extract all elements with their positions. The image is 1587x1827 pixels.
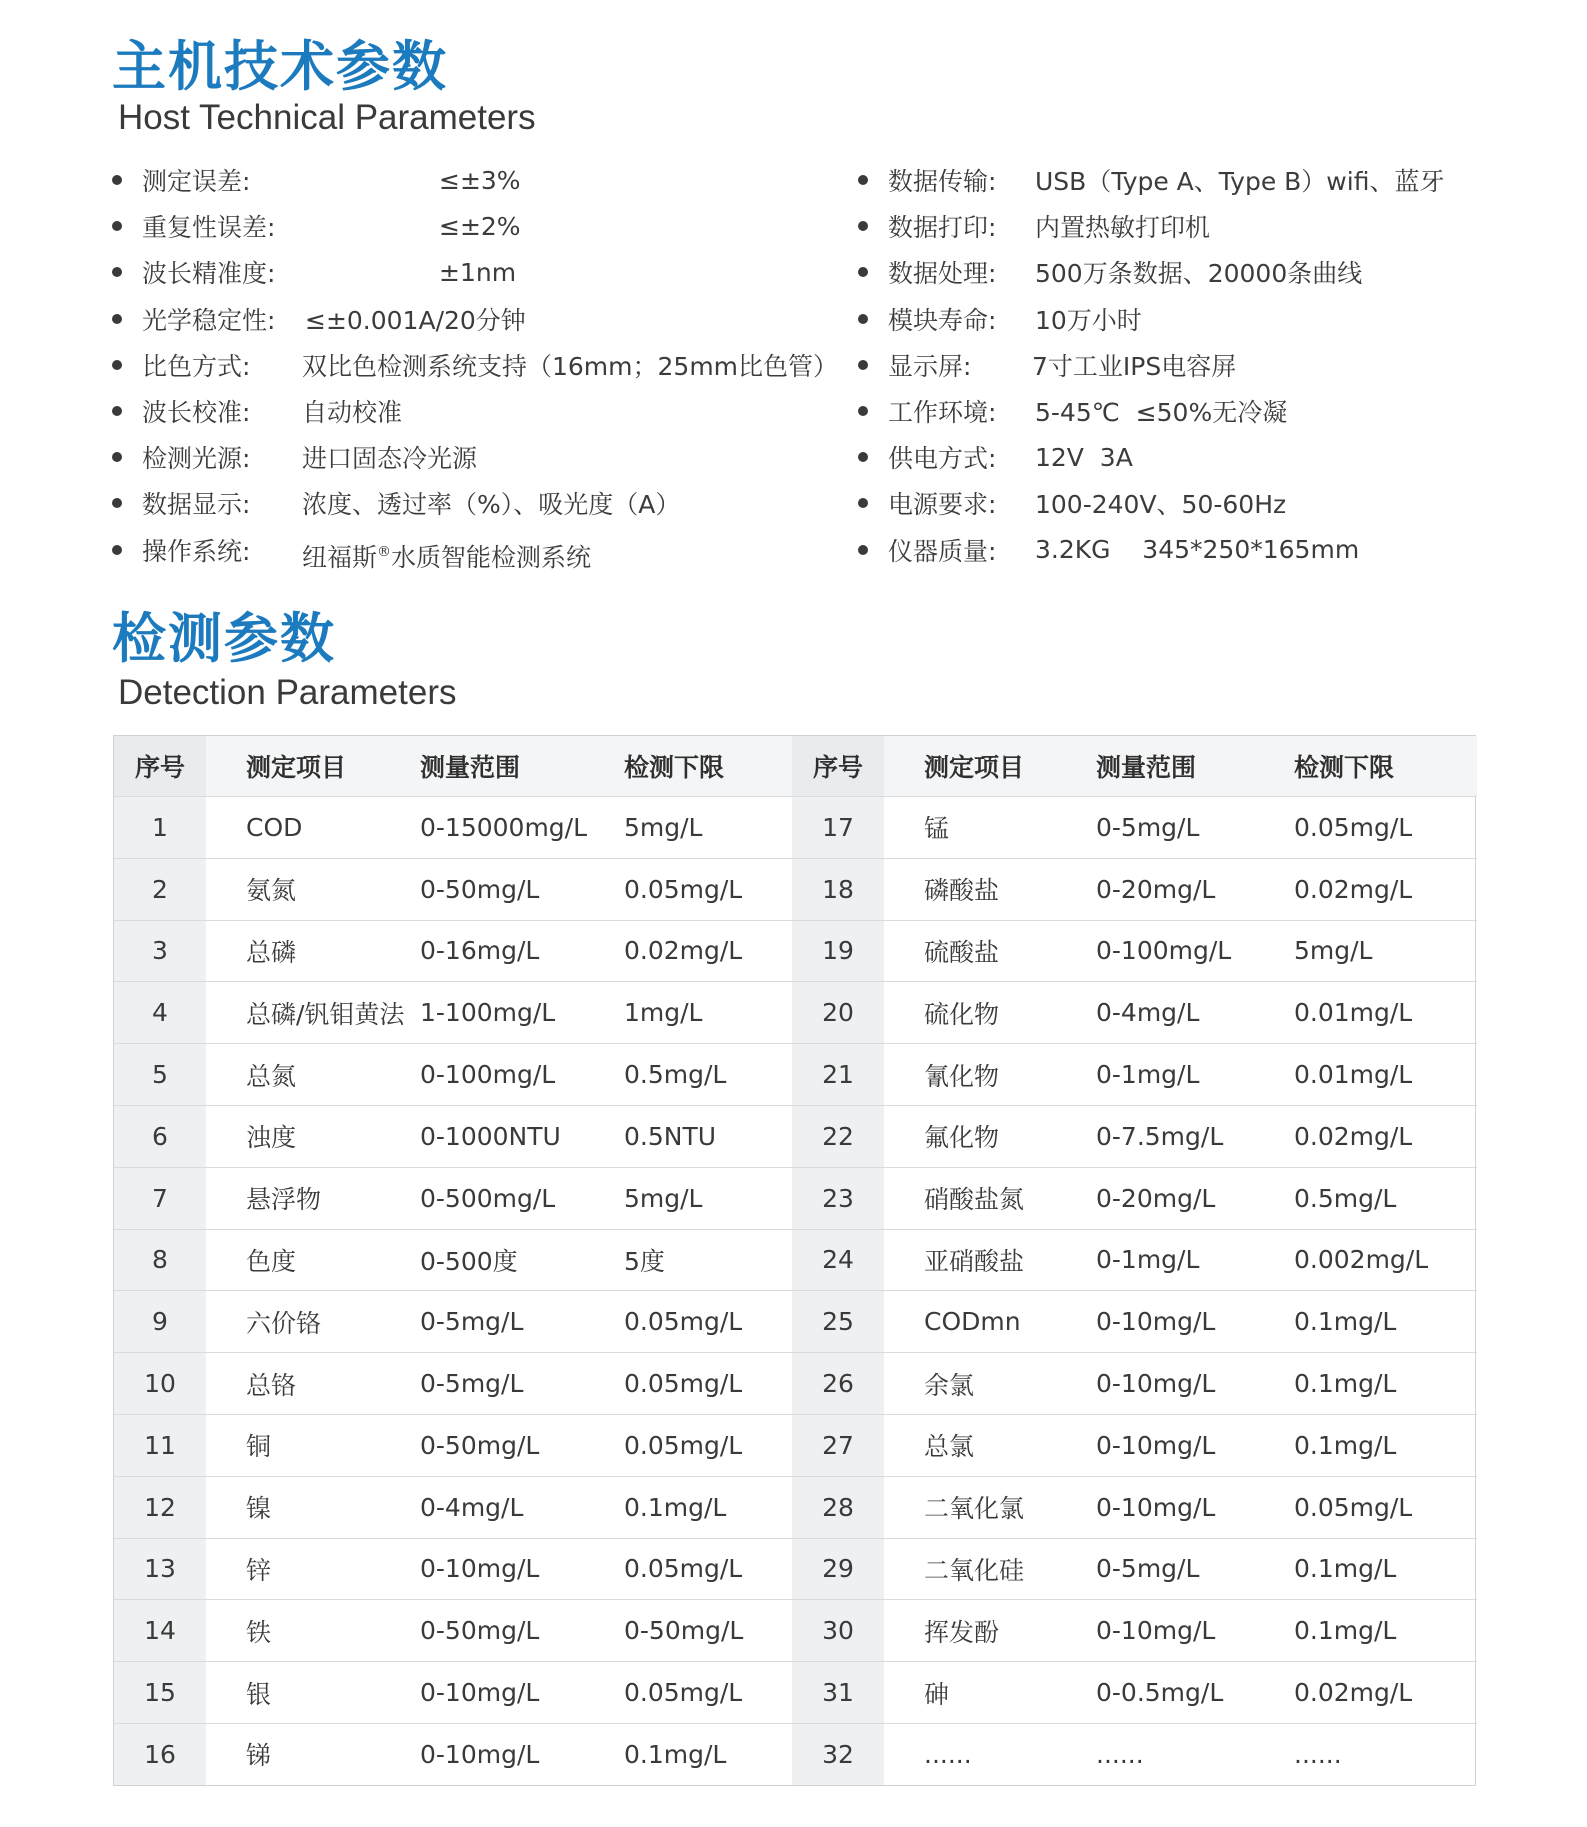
- bullet-icon: [858, 267, 868, 277]
- spec-value: 10万小时: [1035, 305, 1142, 335]
- cell-range-2: 0-4mg/L: [1084, 982, 1282, 1044]
- bullet-icon: [112, 360, 122, 370]
- spec-row: [112, 203, 852, 249]
- table-row: [114, 1600, 1477, 1662]
- cell-limit-2: 0.05mg/L: [1282, 1476, 1477, 1538]
- cell-seq: 6: [114, 1105, 206, 1167]
- table-row: [114, 920, 1477, 982]
- spec-label: 检测光源:: [142, 444, 251, 474]
- cell-seq-2: 29: [792, 1538, 884, 1600]
- cell-range: 0-100mg/L: [408, 1044, 604, 1106]
- cell-range-2: 0-10mg/L: [1084, 1353, 1282, 1415]
- cell-item: 浊度: [206, 1105, 408, 1167]
- spec-value: 7寸工业IPS电容屏: [1032, 351, 1237, 381]
- table-row: [114, 1538, 1477, 1600]
- cell-item: 银: [206, 1662, 408, 1724]
- cell-range: 0-1000NTU: [408, 1105, 604, 1167]
- cell-limit: 0.5mg/L: [604, 1044, 792, 1106]
- cell-range: 0-10mg/L: [408, 1538, 604, 1600]
- cell-item-2: 磷酸盐: [884, 858, 1084, 920]
- bullet-icon: [112, 175, 122, 185]
- spec-row: [112, 480, 852, 526]
- cell-limit: 0.5NTU: [604, 1105, 792, 1167]
- bullet-icon: [858, 545, 868, 555]
- cell-seq: 7: [114, 1167, 206, 1229]
- cell-seq-2: 30: [792, 1600, 884, 1662]
- cell-item-2: 砷: [884, 1662, 1084, 1724]
- cell-limit: 0.05mg/L: [604, 1538, 792, 1600]
- detection-title-en: Detection Parameters: [118, 673, 457, 712]
- spec-label: 数据显示:: [142, 490, 251, 520]
- spec-row: [858, 527, 1498, 573]
- bullet-icon: [858, 175, 868, 185]
- bullet-icon: [858, 360, 868, 370]
- cell-item-2: 氟化物: [884, 1105, 1084, 1167]
- cell-range: 1-100mg/L: [408, 982, 604, 1044]
- cell-item: 总氮: [206, 1044, 408, 1106]
- col-header-item: 测定项目: [206, 736, 408, 797]
- spec-value: 5-45℃ ≤50%无冷凝: [1035, 398, 1288, 428]
- spec-row: [858, 296, 1498, 342]
- cell-range: 0-5mg/L: [408, 1291, 604, 1353]
- cell-item: 锌: [206, 1538, 408, 1600]
- cell-item-2: 总氯: [884, 1414, 1084, 1476]
- cell-limit-2: 5mg/L: [1282, 920, 1477, 982]
- cell-range: 0-4mg/L: [408, 1476, 604, 1538]
- cell-range-2: 0-20mg/L: [1084, 1167, 1282, 1229]
- cell-limit-2: 0.1mg/L: [1282, 1538, 1477, 1600]
- table-header-row: [114, 736, 1477, 797]
- cell-range-2: 0-100mg/L: [1084, 920, 1282, 982]
- cell-limit-2: 0.5mg/L: [1282, 1167, 1477, 1229]
- bullet-icon: [858, 452, 868, 462]
- cell-limit-2: 0.1mg/L: [1282, 1414, 1477, 1476]
- spec-value: 100-240V、50-60Hz: [1035, 490, 1287, 520]
- table-row: [114, 1353, 1477, 1415]
- bullet-icon: [112, 545, 122, 555]
- spec-row: [112, 296, 852, 342]
- cell-range: 0-50mg/L: [408, 1600, 604, 1662]
- cell-limit: 0-50mg/L: [604, 1600, 792, 1662]
- cell-seq-2: 17: [792, 797, 884, 859]
- bullet-icon: [858, 406, 868, 416]
- cell-range-2: 0-10mg/L: [1084, 1291, 1282, 1353]
- table-row: [114, 1229, 1477, 1291]
- bullet-icon: [112, 314, 122, 324]
- cell-limit: 0.05mg/L: [604, 1353, 792, 1415]
- cell-seq-2: 26: [792, 1353, 884, 1415]
- cell-range-2: 0-7.5mg/L: [1084, 1105, 1282, 1167]
- spec-value: 3.2KG 345*250*165mm: [1035, 535, 1360, 565]
- spec-row: [112, 342, 852, 388]
- cell-seq: 4: [114, 982, 206, 1044]
- cell-limit-2: 0.1mg/L: [1282, 1291, 1477, 1353]
- cell-item-2: 二氧化硅: [884, 1538, 1084, 1600]
- cell-range: 0-15000mg/L: [408, 797, 604, 859]
- cell-range-2: 0-10mg/L: [1084, 1414, 1282, 1476]
- cell-seq-2: 22: [792, 1105, 884, 1167]
- bullet-icon: [858, 221, 868, 231]
- cell-item-2: ......: [924, 1739, 972, 1769]
- cell-limit: 0.1mg/L: [624, 1739, 727, 1769]
- cell-seq: 14: [114, 1600, 206, 1662]
- cell-range-2: 0-1mg/L: [1084, 1044, 1282, 1106]
- spec-row: [858, 434, 1498, 480]
- cell-range: 0-16mg/L: [408, 920, 604, 982]
- spec-row: [112, 157, 852, 203]
- table-row: [114, 1476, 1477, 1538]
- table-row: [114, 858, 1477, 920]
- cell-range-2: 0-5mg/L: [1084, 797, 1282, 859]
- spec-value: 进口固态冷光源: [302, 444, 478, 474]
- cell-range: 0-5mg/L: [408, 1353, 604, 1415]
- spec-row: [858, 480, 1498, 526]
- cell-range-2: 0-0.5mg/L: [1084, 1662, 1282, 1724]
- cell-limit: 5度: [604, 1229, 792, 1291]
- col-header-limit: 检测下限: [604, 736, 792, 797]
- bullet-icon: [112, 452, 122, 462]
- spec-value: ≤±3%: [439, 165, 521, 195]
- cell-item: 锑: [246, 1741, 272, 1771]
- cell-item: 铁: [206, 1600, 408, 1662]
- cell-limit: 0.05mg/L: [604, 1414, 792, 1476]
- col-header-range: 测量范围: [408, 736, 604, 797]
- host-specs-left: [112, 157, 852, 573]
- cell-seq: 11: [114, 1414, 206, 1476]
- spec-value: [302, 533, 591, 579]
- bullet-icon: [112, 267, 122, 277]
- cell-range: 0-50mg/L: [408, 858, 604, 920]
- spec-label: 重复性误差:: [142, 213, 276, 243]
- col-header-seq: 序号: [114, 736, 206, 797]
- cell-limit-2: 0.02mg/L: [1282, 1662, 1477, 1724]
- cell-item: 色度: [206, 1229, 408, 1291]
- cell-seq-2: 27: [792, 1414, 884, 1476]
- spec-row: [112, 434, 852, 480]
- col-header-seq-2: 序号: [792, 736, 884, 797]
- spec-row: [858, 388, 1498, 434]
- cell-limit: 0.02mg/L: [604, 920, 792, 982]
- spec-label: 供电方式:: [888, 444, 997, 474]
- col-header-range-2: 测量范围: [1084, 736, 1282, 797]
- cell-item: 总磷: [206, 920, 408, 982]
- spec-label: 数据传输:: [888, 167, 997, 197]
- spec-label: 仪器质量:: [888, 536, 997, 566]
- cell-item: 悬浮物: [206, 1167, 408, 1229]
- cell-seq: 16: [114, 1723, 206, 1784]
- table-row: [114, 1105, 1477, 1167]
- cell-seq: 8: [114, 1229, 206, 1291]
- cell-item: 铜: [206, 1414, 408, 1476]
- cell-seq: 2: [114, 858, 206, 920]
- spec-value: 内置热敏打印机: [1035, 213, 1211, 243]
- cell-range-2: ......: [1096, 1739, 1144, 1769]
- col-header-limit-2: 检测下限: [1282, 736, 1477, 797]
- spec-value: 浓度、透过率（%）、吸光度（A）: [302, 490, 681, 520]
- cell-item: COD: [206, 797, 408, 859]
- cell-item-2: 二氧化氯: [884, 1476, 1084, 1538]
- spec-label: 比色方式:: [142, 351, 251, 381]
- spec-row: [858, 342, 1498, 388]
- spec-label: 数据处理:: [888, 259, 997, 289]
- bullet-icon: [858, 314, 868, 324]
- cell-seq-2: 25: [792, 1291, 884, 1353]
- cell-seq: 1: [114, 797, 206, 859]
- cell-range-2: 0-20mg/L: [1084, 858, 1282, 920]
- cell-range: 0-50mg/L: [408, 1414, 604, 1476]
- spec-value: 500万条数据、20000条曲线: [1035, 259, 1363, 289]
- cell-limit-2: 0.02mg/L: [1282, 1105, 1477, 1167]
- brand-name: 纽福斯: [302, 542, 378, 572]
- cell-limit-2: ......: [1294, 1739, 1342, 1769]
- cell-limit-2: 0.1mg/L: [1282, 1600, 1477, 1662]
- cell-range: 0-500度: [408, 1229, 604, 1291]
- cell-range-2: 0-10mg/L: [1084, 1600, 1282, 1662]
- host-specs-right: [858, 157, 1498, 573]
- cell-seq: 12: [114, 1476, 206, 1538]
- cell-limit: 0.05mg/L: [604, 1291, 792, 1353]
- bullet-icon: [112, 406, 122, 416]
- spec-value: 12V 3A: [1035, 442, 1133, 472]
- cell-item: 氨氮: [206, 858, 408, 920]
- cell-item-2: 硝酸盐氮: [884, 1167, 1084, 1229]
- cell-item: 总磷/钒钼黄法: [206, 982, 408, 1044]
- cell-seq-2: 32: [792, 1723, 884, 1784]
- cell-limit-2: 0.1mg/L: [1282, 1353, 1477, 1415]
- cell-seq: 5: [114, 1044, 206, 1106]
- cell-seq-2: 28: [792, 1476, 884, 1538]
- cell-item: 镍: [206, 1476, 408, 1538]
- cell-seq-2: 24: [792, 1229, 884, 1291]
- spec-row: [858, 203, 1498, 249]
- host-title-zh: 主机技术参数: [112, 35, 448, 98]
- bullet-icon: [112, 498, 122, 508]
- cell-limit-2: 0.02mg/L: [1282, 858, 1477, 920]
- spec-label: 模块寿命:: [888, 305, 997, 335]
- cell-seq: 10: [114, 1353, 206, 1415]
- spec-value: 自动校准: [302, 398, 403, 428]
- cell-item-2: 锰: [884, 797, 1084, 859]
- spec-row: [858, 249, 1498, 295]
- cell-limit: 5mg/L: [604, 1167, 792, 1229]
- table-row: [114, 1662, 1477, 1724]
- registered-mark: ®: [377, 543, 392, 560]
- host-title-en: Host Technical Parameters: [118, 98, 536, 137]
- cell-limit: 0.05mg/L: [604, 858, 792, 920]
- cell-seq: 9: [114, 1291, 206, 1353]
- cell-limit: 0.1mg/L: [604, 1476, 792, 1538]
- cell-item-2: 硫酸盐: [884, 920, 1084, 982]
- bullet-icon: [112, 221, 122, 231]
- spec-row: [112, 388, 852, 434]
- spec-value: ≤±0.001A/20分钟: [305, 305, 526, 335]
- cell-limit-2: 0.01mg/L: [1282, 982, 1477, 1044]
- cell-item-2: 余氯: [884, 1353, 1084, 1415]
- cell-seq: 3: [114, 920, 206, 982]
- spec-label: 工作环境:: [888, 398, 997, 428]
- cell-range: 0-10mg/L: [408, 1662, 604, 1724]
- cell-item-2: 挥发酚: [884, 1600, 1084, 1662]
- spec-label: 数据打印:: [888, 213, 997, 243]
- spec-label: 操作系统:: [142, 536, 251, 566]
- col-header-item-2: 测定项目: [884, 736, 1084, 797]
- spec-label: 显示屏:: [888, 351, 972, 381]
- table-row: [114, 982, 1477, 1044]
- spec-row: [858, 157, 1498, 203]
- table-row: [114, 1414, 1477, 1476]
- table-row: [114, 1044, 1477, 1106]
- cell-limit-2: 0.05mg/L: [1282, 797, 1477, 859]
- cell-seq: 13: [114, 1538, 206, 1600]
- cell-item-2: CODmn: [884, 1291, 1084, 1353]
- cell-seq-2: 21: [792, 1044, 884, 1106]
- cell-range-2: 0-10mg/L: [1084, 1476, 1282, 1538]
- spec-label: 波长精准度:: [142, 259, 276, 289]
- cell-range: 0-500mg/L: [408, 1167, 604, 1229]
- system-name: 水质智能检测系统: [391, 542, 592, 572]
- detection-table: [113, 735, 1476, 1786]
- detection-title-zh: 检测参数: [112, 607, 336, 670]
- cell-limit: 5mg/L: [604, 797, 792, 859]
- cell-seq-2: 23: [792, 1167, 884, 1229]
- cell-item-2: 氰化物: [884, 1044, 1084, 1106]
- spec-label: 测定误差:: [142, 167, 251, 197]
- cell-seq: 15: [114, 1662, 206, 1724]
- cell-limit-2: 0.002mg/L: [1282, 1229, 1477, 1291]
- cell-item-2: 硫化物: [884, 982, 1084, 1044]
- cell-limit-2: 0.01mg/L: [1282, 1044, 1477, 1106]
- spec-row: [112, 249, 852, 295]
- cell-item: 总铬: [206, 1353, 408, 1415]
- cell-seq-2: 19: [792, 920, 884, 982]
- table-row: [114, 1291, 1477, 1353]
- cell-limit: 0.05mg/L: [604, 1662, 792, 1724]
- cell-limit: 1mg/L: [604, 982, 792, 1044]
- spec-row: [112, 527, 852, 573]
- cell-range-2: 0-1mg/L: [1084, 1229, 1282, 1291]
- spec-label: 波长校准:: [142, 398, 251, 428]
- spec-label: 光学稳定性:: [142, 305, 276, 335]
- cell-seq-2: 18: [792, 858, 884, 920]
- bullet-icon: [858, 498, 868, 508]
- spec-value: ≤±2%: [439, 211, 521, 241]
- spec-value: ±1nm: [439, 257, 517, 287]
- table-row: [114, 1723, 1477, 1784]
- table-row: [114, 1167, 1477, 1229]
- cell-seq-2: 31: [792, 1662, 884, 1724]
- cell-seq-2: 20: [792, 982, 884, 1044]
- spec-label: 电源要求:: [888, 490, 997, 520]
- spec-value: USB（Type A、Type B）wifi、蓝牙: [1035, 167, 1445, 197]
- spec-value: 双比色检测系统支持（16mm；25mm比色管）: [302, 351, 839, 381]
- cell-range: 0-10mg/L: [420, 1739, 540, 1769]
- cell-item-2: 亚硝酸盐: [884, 1229, 1084, 1291]
- cell-item: 六价铬: [206, 1291, 408, 1353]
- cell-range-2: 0-5mg/L: [1084, 1538, 1282, 1600]
- table-row: [114, 797, 1477, 859]
